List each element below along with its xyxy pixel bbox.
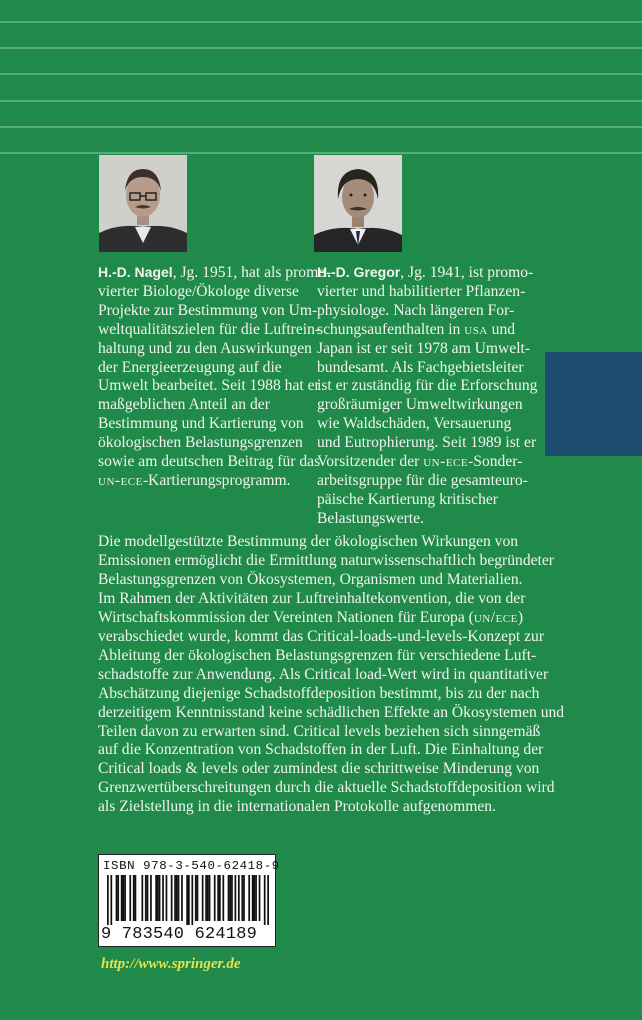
rule-4 — [0, 100, 642, 102]
description-line: Die modellgestützte Bestimmung der ökologischen Wirkungen von — [98, 533, 519, 550]
barcode-bar — [133, 875, 135, 921]
publisher-url[interactable]: http://www.springer.de — [101, 956, 241, 972]
rule-3 — [0, 73, 642, 75]
description-line: auf die Konzentration von Schadstoffen in der Luft. Die Einhaltung der — [98, 741, 544, 759]
bio-line: und Eutrophierung. Seit 1989 ist er — [317, 434, 537, 452]
description-line: Belastungsgrenzen von Ökosystemen, Organismen und Materialien. — [98, 570, 523, 588]
barcode-bar — [135, 875, 137, 921]
bio-line: H.-D. Nagel, Jg. 1951, hat als promo- — [98, 264, 332, 281]
barcode-bar — [191, 875, 193, 925]
rule-6 — [0, 152, 642, 154]
bio-line: Projekte zur Bestimmung von Um- — [98, 301, 318, 319]
bio-line: vierter und habilitierter Pflanzen- — [317, 282, 526, 300]
barcode-bar — [110, 875, 112, 925]
description-line: Grenzwertüberschreitungen durch die aktuelle Schadstoffdeposition wird — [98, 779, 555, 797]
description-line: Abschätzung diejenige Schadstoffdeposition bestimmt, bis zu der nach — [98, 684, 540, 702]
isbn-barcode — [98, 854, 280, 947]
barcode-bar — [231, 875, 233, 921]
bio-line: haltung und zu den Auswirkungen — [98, 339, 312, 357]
barcode-bar — [219, 875, 221, 921]
barcode-bar — [228, 875, 230, 921]
barcode-bar — [195, 875, 197, 921]
barcode-bar — [186, 875, 188, 925]
rule-5 — [0, 126, 642, 128]
bio-line: arbeitsgruppe für die gesamteuro- — [317, 471, 528, 489]
barcode-bar — [238, 875, 240, 921]
bio-line: wie Waldschäden, Versauerung — [317, 415, 512, 433]
bio-line: physiologe. Nach längeren For- — [317, 301, 515, 319]
author-bio-gregor — [317, 263, 538, 529]
barcode-bar — [181, 875, 183, 921]
barcode-bar — [176, 875, 178, 921]
barcode-bar — [124, 875, 126, 921]
barcode-bar — [222, 875, 224, 921]
barcode-bar — [159, 875, 161, 921]
barcode-bar — [129, 875, 131, 921]
barcode-bar — [197, 875, 199, 921]
bio-line: Bestimmung und Kartierung von — [98, 415, 304, 433]
barcode-bar — [178, 875, 180, 921]
barcode-bar — [123, 875, 125, 921]
description-line: Critical loads & levels oder zumindest die schrittweise Minderung von — [98, 760, 540, 778]
barcode-bar — [117, 875, 119, 921]
barcode-bar — [205, 875, 207, 921]
bio-line: ist er zuständig für die Erforschung — [317, 377, 538, 395]
bio-line: Umwelt bearbeitet. Seit 1988 hat er — [98, 377, 320, 395]
description-line: Emissionen ermöglicht die Ermittlung naturwissenschaftlich begründeter — [98, 551, 555, 569]
description-line: Teilen davon zu erwarten sind. Critical levels beziehen sich sinngemäß — [98, 722, 541, 740]
rule-1 — [0, 21, 642, 23]
author-name-gregor: H.-D. Gregor — [317, 264, 401, 280]
portrait-nagel-image — [99, 155, 187, 252]
bio-line: der Energieerzeugung auf die — [98, 358, 282, 376]
barcode-bar — [252, 875, 254, 921]
barcode-bar — [259, 875, 261, 921]
description-line: verabschiedet wurde, kommt das Critical-loads-und-levels-Konzept zur — [98, 627, 545, 645]
isbn-label: ISBN 978-3-540-62418-9 — [103, 859, 280, 873]
bio-line: großräumiger Umweltwirkungen — [317, 396, 523, 414]
description-line: Wirtschaftskommission der Vereinten Nationen für Europa (un/ece) — [98, 608, 524, 626]
bio-line: vierter Biologe/Ökologe diverse — [98, 282, 299, 300]
bio-line: Vorsitzender der un-ece-Sonder- — [317, 453, 523, 471]
barcode-bars — [107, 875, 269, 925]
description-line: Ableitung der ökologischen Belastungsgrenzen für verschiedene Luft- — [98, 646, 537, 664]
barcode-bar — [241, 875, 243, 921]
barcode-bar — [248, 875, 250, 921]
bio-line: päische Kartierung kritischer — [317, 490, 498, 508]
description-line: Im Rahmen der Aktivitäten zur Luftreinhaltekonvention, die von der — [98, 589, 526, 607]
barcode-bar — [141, 875, 143, 921]
bio-line: maßgeblichen Anteil an der — [98, 396, 270, 414]
color-tab-block — [545, 352, 642, 456]
description-line: derzeitigem Kenntnisstand keine schädlichen Effekte an Ökosystemen und — [98, 703, 565, 721]
barcode-bar — [145, 875, 147, 921]
bio-line: Belastungswerte. — [317, 509, 424, 527]
barcode-bar — [214, 875, 216, 921]
bio-line: weltqualitätszielen für die Luftrein- — [98, 320, 321, 338]
barcode-bar — [235, 875, 237, 921]
author-photo-gregor — [314, 155, 402, 252]
barcode-bar — [243, 875, 245, 921]
barcode-bar — [253, 875, 255, 921]
barcode-bar — [188, 875, 190, 925]
bio-line: un-ece-Kartierungsprogramm. — [98, 471, 291, 489]
barcode-bar — [171, 875, 173, 921]
barcode-bar — [116, 875, 118, 921]
barcode-bar — [209, 875, 211, 921]
barcode-bar — [150, 875, 152, 921]
author-photo-nagel — [99, 155, 187, 252]
bio-line: ökologischen Belastungsgrenzen — [98, 434, 303, 452]
barcode-bar — [157, 875, 159, 921]
barcode-bar — [174, 875, 176, 921]
bio-line: H.-D. Gregor, Jg. 1941, ist promo- — [317, 264, 534, 281]
barcode-bar — [162, 875, 164, 921]
barcode-bar — [121, 875, 123, 921]
portrait-gregor-image — [314, 155, 402, 252]
barcode-bar — [264, 875, 266, 925]
ean-digits: 9 783540 624189 — [101, 925, 258, 944]
rule-2 — [0, 47, 642, 49]
book-description — [98, 533, 565, 817]
description-line: als Zielstellung in die internationalen Protokolle aufgenommen. — [98, 798, 496, 816]
barcode-bar — [229, 875, 231, 921]
bio-line: schungsaufenthalten in usa und — [317, 320, 516, 338]
description-line: schadstoffe zur Anwendung. Als Critical load-Wert wird in quantitativer — [98, 665, 549, 683]
bio-line: sowie am deutschen Beitrag für das — [98, 453, 321, 471]
barcode-bar — [202, 875, 204, 921]
barcode-bar — [207, 875, 209, 921]
barcode-bar — [155, 875, 157, 921]
author-bio-nagel — [98, 263, 332, 491]
author-name-nagel: H.-D. Nagel — [98, 264, 173, 280]
barcode-bar — [107, 875, 109, 925]
barcode-bar — [147, 875, 149, 921]
barcode-bar — [217, 875, 219, 921]
bio-line: Japan ist er seit 1978 am Umwelt- — [317, 339, 531, 357]
barcode-bar — [267, 875, 269, 925]
barcode-bar — [255, 875, 257, 921]
barcode-bar — [166, 875, 168, 921]
bio-line: bundesamt. Als Fachgebietsleiter — [317, 358, 524, 376]
